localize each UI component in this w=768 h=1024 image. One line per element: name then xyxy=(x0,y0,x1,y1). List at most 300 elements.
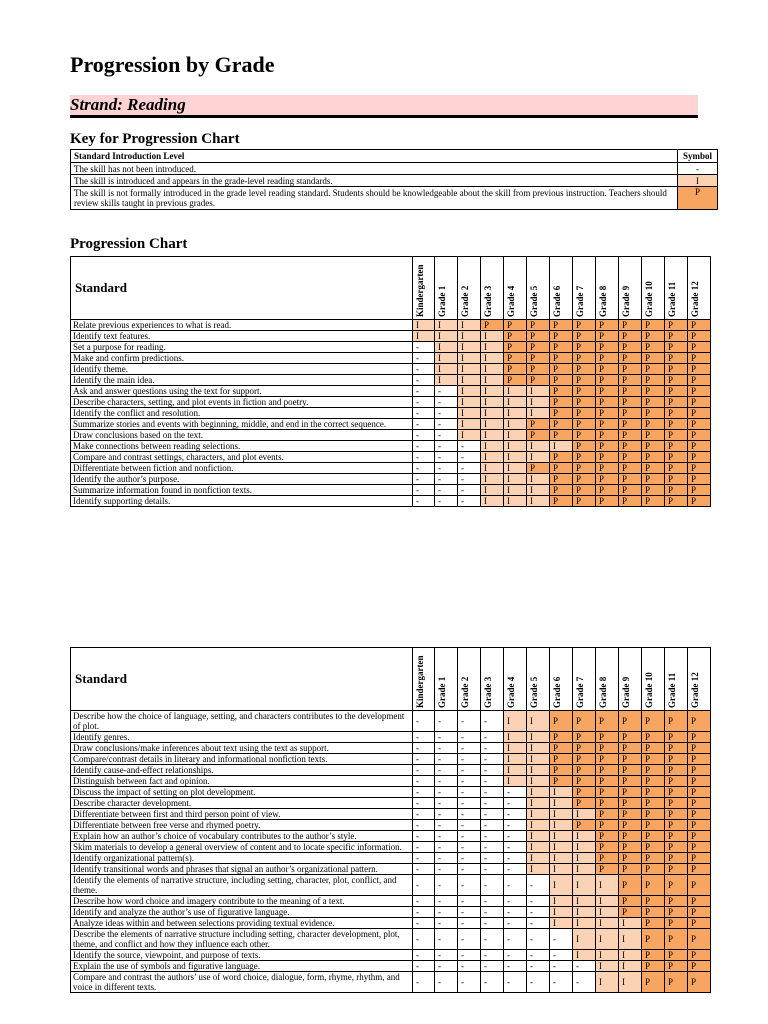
grade-level-cell: P xyxy=(688,732,711,743)
grade-level-cell: - xyxy=(435,386,458,397)
grade-level-cell: I xyxy=(573,831,596,842)
grade-header-label: Grade 5 xyxy=(529,676,539,708)
key-row-text: The skill has not been introduced. xyxy=(71,163,678,175)
grade-header-label: Grade 9 xyxy=(621,676,631,708)
grade-level-cell: - xyxy=(435,441,458,452)
grade-level-cell: P xyxy=(688,776,711,787)
grade-level-cell: P xyxy=(527,375,550,386)
grade-header xyxy=(642,648,665,711)
grade-header-label: Grade 2 xyxy=(460,676,470,708)
grade-level-cell: - xyxy=(413,929,435,950)
grade-level-cell: P xyxy=(596,711,619,732)
grade-level-cell: I xyxy=(481,496,504,507)
grade-level-cell: P xyxy=(665,485,688,496)
grade-level-cell: I xyxy=(527,776,550,787)
grade-level-cell: - xyxy=(413,408,435,419)
grade-level-cell: P xyxy=(619,463,642,474)
grade-header xyxy=(619,257,642,320)
grade-level-cell: I xyxy=(573,918,596,929)
grade-level-cell: P xyxy=(642,732,665,743)
grade-level-cell: P xyxy=(665,918,688,929)
grade-level-cell: I xyxy=(527,754,550,765)
standard-text: Identify organizational pattern(s). xyxy=(71,853,413,864)
standard-text: Make and confirm predictions. xyxy=(71,353,413,364)
grade-level-cell: P xyxy=(573,776,596,787)
grade-level-cell: P xyxy=(688,809,711,820)
table-row xyxy=(71,820,711,831)
strand-banner xyxy=(70,95,698,118)
grade-level-cell: P xyxy=(550,765,573,776)
grade-level-cell: P xyxy=(642,831,665,842)
table-row xyxy=(71,452,711,463)
grade-level-cell: - xyxy=(481,765,504,776)
standard-text: Describe how word choice and imagery contribute to the meaning of a text. xyxy=(71,896,413,907)
grade-level-cell: P xyxy=(688,798,711,809)
grade-level-cell: P xyxy=(596,463,619,474)
grade-level-cell: - xyxy=(504,918,527,929)
grade-level-cell: I xyxy=(504,743,527,754)
grade-level-cell: P xyxy=(619,408,642,419)
grade-level-cell: P xyxy=(688,896,711,907)
standard-text: Skim materials to develop a general overview of content and to locate specific information. xyxy=(71,842,413,853)
grade-level-cell: P xyxy=(688,754,711,765)
grade-header xyxy=(504,648,527,711)
table-row xyxy=(71,929,711,950)
grade-level-cell: P xyxy=(619,353,642,364)
standard-text: Ask and answer questions using the text for support. xyxy=(71,386,413,397)
grade-level-cell: I xyxy=(458,342,481,353)
grade-level-cell: I xyxy=(504,386,527,397)
grade-level-cell: - xyxy=(435,961,458,972)
grade-level-cell: I xyxy=(550,896,573,907)
grade-level-cell: P xyxy=(688,765,711,776)
grade-level-cell: P xyxy=(596,765,619,776)
grade-level-cell: P xyxy=(573,408,596,419)
grade-level-cell: - xyxy=(481,809,504,820)
grade-level-cell: P xyxy=(642,809,665,820)
grade-header xyxy=(550,257,573,320)
grade-level-cell: P xyxy=(573,820,596,831)
grade-level-cell: P xyxy=(642,853,665,864)
grade-level-cell: P xyxy=(550,375,573,386)
grade-level-cell: I xyxy=(458,397,481,408)
grade-level-cell: P xyxy=(665,441,688,452)
grade-level-cell: P xyxy=(596,430,619,441)
grade-level-cell: - xyxy=(481,918,504,929)
grade-level-cell: P xyxy=(642,896,665,907)
grade-level-cell: P xyxy=(665,831,688,842)
grade-level-cell: - xyxy=(435,907,458,918)
table-row xyxy=(71,386,711,397)
standard-text: Identify supporting details. xyxy=(71,496,413,507)
grade-level-cell: I xyxy=(481,364,504,375)
grade-level-cell: I xyxy=(596,950,619,961)
grade-level-cell: P xyxy=(527,353,550,364)
standard-text: Compare and contrast the authors’ use of word choice, dialogue, form, rhyme, rhythm, and voice in different texts. xyxy=(71,972,413,993)
grade-level-cell: I xyxy=(619,918,642,929)
table-row xyxy=(71,375,711,386)
grade-level-cell: - xyxy=(413,732,435,743)
grade-level-cell: P xyxy=(596,787,619,798)
grade-level-cell: I xyxy=(481,419,504,430)
grade-level-cell: - xyxy=(435,485,458,496)
grade-level-cell: P xyxy=(688,408,711,419)
grade-level-cell: P xyxy=(619,896,642,907)
grade-level-cell: - xyxy=(435,918,458,929)
grade-level-cell: P xyxy=(665,353,688,364)
standard-text: Identify and analyze the author’s use of figurative language. xyxy=(71,907,413,918)
progression-table-2 xyxy=(70,647,711,993)
grade-level-cell: P xyxy=(573,364,596,375)
grade-header xyxy=(458,257,481,320)
grade-level-cell: I xyxy=(527,842,550,853)
grade-level-cell: - xyxy=(413,342,435,353)
grade-level-cell: P xyxy=(550,463,573,474)
grade-level-cell: - xyxy=(413,918,435,929)
table-row xyxy=(71,918,711,929)
grade-header-label: Grade 1 xyxy=(437,285,447,317)
grade-level-cell: - xyxy=(413,419,435,430)
grade-level-cell: I xyxy=(458,331,481,342)
grade-level-cell: I xyxy=(458,320,481,331)
grade-level-cell: - xyxy=(435,711,458,732)
grade-header-label: Grade 5 xyxy=(529,285,539,317)
grade-header-label: Grade 10 xyxy=(644,672,654,708)
grade-header-label: Grade 7 xyxy=(575,285,585,317)
grade-level-cell: - xyxy=(413,820,435,831)
grade-level-cell: P xyxy=(642,331,665,342)
grade-level-cell: I xyxy=(435,353,458,364)
grade-level-cell: - xyxy=(504,853,527,864)
grade-level-cell: P xyxy=(688,875,711,896)
grade-level-cell: I xyxy=(596,961,619,972)
grade-level-cell: P xyxy=(619,743,642,754)
grade-level-cell: - xyxy=(504,864,527,875)
grade-level-cell: - xyxy=(413,397,435,408)
grade-level-cell: I xyxy=(527,485,550,496)
grade-level-cell: P xyxy=(688,375,711,386)
standard-text: Describe characters, setting, and plot events in fiction and poetry. xyxy=(71,397,413,408)
grade-level-cell: P xyxy=(619,474,642,485)
grade-level-cell: - xyxy=(435,853,458,864)
grade-level-cell: - xyxy=(435,929,458,950)
grade-level-cell: - xyxy=(435,787,458,798)
grade-level-cell: I xyxy=(550,831,573,842)
grade-level-cell: - xyxy=(435,875,458,896)
grade-level-cell: - xyxy=(458,875,481,896)
key-col-symbol: Symbol xyxy=(678,150,718,163)
grade-level-cell: P xyxy=(688,787,711,798)
grade-level-cell: P xyxy=(596,809,619,820)
standard-text: Differentiate between first and third person point of view. xyxy=(71,809,413,820)
standard-text: Discuss the impact of setting on plot development. xyxy=(71,787,413,798)
standard-text: Explain the use of symbols and figurative language. xyxy=(71,961,413,972)
grade-level-cell: P xyxy=(665,463,688,474)
grade-level-cell: I xyxy=(504,765,527,776)
grade-level-cell: I xyxy=(458,408,481,419)
grade-level-cell: - xyxy=(413,364,435,375)
key-col-level: Standard Introduction Level xyxy=(71,150,678,163)
table-row xyxy=(71,875,711,896)
grade-level-cell: P xyxy=(619,853,642,864)
grade-level-cell: P xyxy=(665,776,688,787)
grade-header xyxy=(504,257,527,320)
grade-level-cell: P xyxy=(619,765,642,776)
grade-level-cell: I xyxy=(596,918,619,929)
grade-level-cell: P xyxy=(642,386,665,397)
standard-text: Describe the elements of narrative structure including setting, character development, plot, theme, and conflict and how they influence each other. xyxy=(71,929,413,950)
table-row xyxy=(71,831,711,842)
table-row xyxy=(71,754,711,765)
grade-level-cell: P xyxy=(619,496,642,507)
table-row xyxy=(71,732,711,743)
grade-level-cell: I xyxy=(413,331,435,342)
grade-level-cell: I xyxy=(504,485,527,496)
grade-level-cell: - xyxy=(413,743,435,754)
grade-level-cell: - xyxy=(527,875,550,896)
grade-level-cell: P xyxy=(596,485,619,496)
grade-level-cell: P xyxy=(596,853,619,864)
grade-level-cell: I xyxy=(481,441,504,452)
grade-level-cell: - xyxy=(458,743,481,754)
grade-level-cell: - xyxy=(435,798,458,809)
grade-header xyxy=(688,648,711,711)
grade-level-cell: P xyxy=(688,452,711,463)
grade-level-cell: I xyxy=(481,397,504,408)
grade-header-label: Grade 11 xyxy=(667,281,677,317)
grade-level-cell: P xyxy=(573,397,596,408)
table-row xyxy=(71,798,711,809)
grade-level-cell: P xyxy=(688,743,711,754)
grade-level-cell: - xyxy=(481,787,504,798)
page-title: Progression by Grade xyxy=(70,52,275,77)
grade-level-cell: P xyxy=(688,831,711,842)
grade-header xyxy=(435,257,458,320)
grade-level-cell: P xyxy=(665,798,688,809)
grade-header xyxy=(688,257,711,320)
grade-level-cell: P xyxy=(481,320,504,331)
strand-label: Strand: Reading xyxy=(70,95,186,114)
grade-level-cell: - xyxy=(458,711,481,732)
grade-level-cell: P xyxy=(619,711,642,732)
grade-level-cell: I xyxy=(527,809,550,820)
grade-level-cell: P xyxy=(596,419,619,430)
grade-level-cell: I xyxy=(504,419,527,430)
grade-level-cell: P xyxy=(596,743,619,754)
table-row xyxy=(71,408,711,419)
grade-level-cell: I xyxy=(481,430,504,441)
grade-level-cell: I xyxy=(619,972,642,993)
grade-level-cell: P xyxy=(688,364,711,375)
grade-level-cell: P xyxy=(642,711,665,732)
grade-header xyxy=(481,257,504,320)
grade-level-cell: I xyxy=(458,430,481,441)
standard-header: Standard xyxy=(71,648,413,711)
grade-level-cell: - xyxy=(435,950,458,961)
grade-level-cell: P xyxy=(504,375,527,386)
grade-level-cell: P xyxy=(550,776,573,787)
table-row xyxy=(71,907,711,918)
table-row xyxy=(71,353,711,364)
grade-level-cell: I xyxy=(481,452,504,463)
grade-level-cell: P xyxy=(619,875,642,896)
grade-level-cell: - xyxy=(481,831,504,842)
grade-level-cell: I xyxy=(504,754,527,765)
grade-level-cell: P xyxy=(642,961,665,972)
grade-level-cell: - xyxy=(413,386,435,397)
table-row xyxy=(71,809,711,820)
table-row xyxy=(71,711,711,732)
grade-header xyxy=(550,648,573,711)
grade-level-cell: P xyxy=(642,972,665,993)
grade-level-cell: P xyxy=(688,950,711,961)
grade-level-cell: I xyxy=(619,961,642,972)
grade-level-cell: P xyxy=(550,711,573,732)
grade-level-cell: - xyxy=(458,474,481,485)
grade-level-cell: P xyxy=(527,419,550,430)
grade-level-cell: P xyxy=(642,441,665,452)
grade-level-cell: P xyxy=(573,452,596,463)
grade-level-cell: - xyxy=(435,972,458,993)
grade-level-cell: P xyxy=(504,353,527,364)
grade-level-cell: P xyxy=(550,419,573,430)
grade-level-cell: P xyxy=(596,474,619,485)
grade-level-cell: P xyxy=(550,452,573,463)
grade-level-cell: - xyxy=(413,809,435,820)
grade-level-cell: - xyxy=(504,875,527,896)
grade-level-cell: P xyxy=(688,441,711,452)
grade-level-cell: - xyxy=(458,961,481,972)
grade-level-cell: P xyxy=(665,907,688,918)
grade-level-cell: P xyxy=(665,754,688,765)
key-heading: Key for Progression Chart xyxy=(70,131,240,147)
grade-header xyxy=(481,648,504,711)
grade-level-cell: P xyxy=(688,711,711,732)
grade-level-cell: - xyxy=(481,754,504,765)
standard-text: Summarize information found in nonfiction texts. xyxy=(71,485,413,496)
grade-header-label: Grade 8 xyxy=(598,676,608,708)
grade-level-cell: I xyxy=(573,842,596,853)
grade-level-cell: - xyxy=(435,397,458,408)
standard-text: Identify the source, viewpoint, and purpose of texts. xyxy=(71,950,413,961)
grade-level-cell: - xyxy=(573,961,596,972)
grade-level-cell: - xyxy=(458,485,481,496)
grade-level-cell: - xyxy=(481,743,504,754)
grade-level-cell: P xyxy=(504,331,527,342)
grade-level-cell: P xyxy=(527,320,550,331)
grade-level-cell: P xyxy=(550,743,573,754)
grade-header-label: Grade 9 xyxy=(621,285,631,317)
grade-level-cell: P xyxy=(665,743,688,754)
grade-level-cell: P xyxy=(596,441,619,452)
grade-level-cell: P xyxy=(688,842,711,853)
grade-level-cell: I xyxy=(504,496,527,507)
table-row xyxy=(71,842,711,853)
grade-level-cell: P xyxy=(642,430,665,441)
grade-level-cell: I xyxy=(435,375,458,386)
grade-level-cell: I xyxy=(596,896,619,907)
grade-level-cell: P xyxy=(573,743,596,754)
grade-header xyxy=(573,257,596,320)
standard-text: Describe how the choice of language, setting, and characters contributes to the development of plot. xyxy=(71,711,413,732)
grade-level-cell: - xyxy=(435,474,458,485)
grade-header-label: Kindergarten xyxy=(415,655,425,708)
grade-level-cell: P xyxy=(665,732,688,743)
grade-level-cell: - xyxy=(504,896,527,907)
grade-level-cell: - xyxy=(458,776,481,787)
table-row xyxy=(71,364,711,375)
grade-level-cell: P xyxy=(504,320,527,331)
table-row xyxy=(71,463,711,474)
grade-level-cell: I xyxy=(435,331,458,342)
grade-header xyxy=(435,648,458,711)
grade-level-cell: P xyxy=(665,419,688,430)
grade-header xyxy=(527,257,550,320)
grade-level-cell: I xyxy=(504,776,527,787)
standard-header: Standard xyxy=(71,257,413,320)
standard-text: Identify transitional words and phrases that signal an author’s organizational pattern. xyxy=(71,864,413,875)
grade-level-cell: I xyxy=(550,853,573,864)
grade-level-cell: I xyxy=(435,320,458,331)
table-row xyxy=(71,972,711,993)
grade-level-cell: - xyxy=(413,765,435,776)
grade-level-cell: I xyxy=(504,452,527,463)
grade-level-cell: P xyxy=(596,353,619,364)
grade-level-cell: - xyxy=(458,853,481,864)
grade-level-cell: I xyxy=(573,896,596,907)
grade-level-cell: - xyxy=(481,929,504,950)
grade-level-cell: P xyxy=(642,798,665,809)
grade-level-cell: I xyxy=(527,732,550,743)
grade-level-cell: - xyxy=(458,918,481,929)
grade-level-cell: I xyxy=(550,441,573,452)
grade-level-cell: P xyxy=(665,331,688,342)
grade-level-cell: P xyxy=(573,375,596,386)
grade-level-cell: P xyxy=(665,496,688,507)
table-row xyxy=(71,765,711,776)
grade-level-cell: P xyxy=(688,853,711,864)
grade-level-cell: P xyxy=(573,342,596,353)
grade-level-cell: P xyxy=(665,972,688,993)
grade-level-cell: P xyxy=(665,452,688,463)
grade-level-cell: I xyxy=(527,765,550,776)
grade-level-cell: I xyxy=(527,831,550,842)
grade-level-cell: I xyxy=(550,787,573,798)
standard-text: Analyze ideas within and between selections providing textual evidence. xyxy=(71,918,413,929)
grade-level-cell: P xyxy=(619,331,642,342)
table-row xyxy=(71,441,711,452)
grade-level-cell: P xyxy=(642,929,665,950)
grade-level-cell: - xyxy=(413,474,435,485)
grade-level-cell: P xyxy=(642,864,665,875)
standard-text: Make connections between reading selections. xyxy=(71,441,413,452)
grade-level-cell: P xyxy=(688,430,711,441)
grade-level-cell: P xyxy=(550,474,573,485)
grade-level-cell: - xyxy=(550,961,573,972)
grade-level-cell: - xyxy=(504,820,527,831)
table-row xyxy=(71,961,711,972)
standard-text: Compare/contrast details in literary and informational nonfiction texts. xyxy=(71,754,413,765)
grade-header-label: Grade 6 xyxy=(552,285,562,317)
grade-level-cell: I xyxy=(458,364,481,375)
grade-level-cell: P xyxy=(619,375,642,386)
grade-level-cell: - xyxy=(458,452,481,463)
grade-level-cell: P xyxy=(596,776,619,787)
grade-level-cell: P xyxy=(688,485,711,496)
grade-level-cell: P xyxy=(688,929,711,950)
grade-level-cell: - xyxy=(527,961,550,972)
grade-level-cell: I xyxy=(481,474,504,485)
